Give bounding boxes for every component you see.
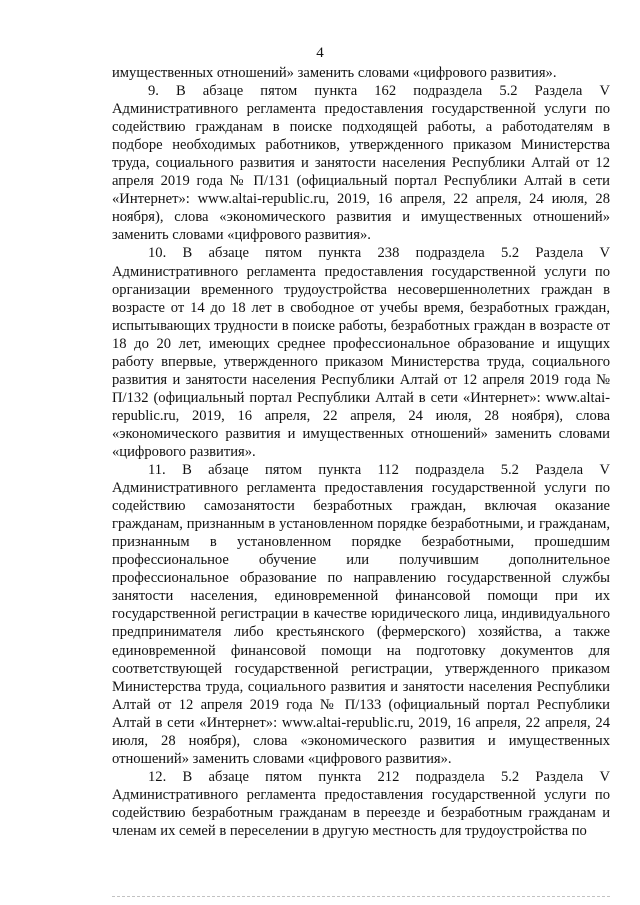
document-body (112, 64, 610, 840)
page-bottom-rule (112, 896, 610, 897)
paragraph-item-11: 11. В абзаце пятом пункта 112 подраздела 5.2 Раздела V Административного регламента предоставления государственной услуги по содействию самозанятости безработных граждан, включая оказание гражданам, признанным в установленном порядке безработными, и гражданам, признанным в установленном порядке безработными, прошедшим профессиональное обучение или получившим дополнительное профессиональное образование по направлению государственной службы занятости населения, единовременной финансовой помощи при их государственной регистрации в качестве юридического лица, индивидуального предпринимателя либо крестьянского (фермерского) хозяйства, а также единовременной финансовой помощи на подготовку документов для соответствующей государственной регистрации, утвержденного приказом Министерства труда, социального развития и занятости населения Республики Алтай от 12 апреля 2019 года № П/133 (официальный портал Республики Алтай в сети «Интернет»: www.altai-republic.ru, 2019, 16 апреля, 22 апреля, 24 июля, 28 ноября), слова «экономического развития и имущественных отношений» заменить словами «цифрового развития». (112, 462, 610, 767)
paragraph-continuation: имущественных отношений» заменить словами «цифрового развития». (112, 65, 557, 81)
paragraph-item-9: 9. В абзаце пятом пункта 162 подраздела 5.2 Раздела V Административного регламента предоставления государственной услуги по содействию гражданам в поиске подходящей работы, а работодателям в подборе необходимых работников, утвержденного приказом Министерства труда, социального развития и занятости населения Республики Алтай от 12 апреля 2019 года № П/131 (официальный портал Республики Алтай в сети «Интернет»: www.altai-republic.ru, 2019, 16 апреля, 22 апреля, 24 июля, 28 ноября), слова «экономического развития и имущественных отношений» заменить словами «цифрового развития». (112, 83, 610, 244)
paragraph-item-10: 10. В абзаце пятом пункта 238 подраздела 5.2 Раздела V Административного регламента предоставления государственной услуги по организации временного трудоустройства несовершеннолетних граждан в возрасте от 14 до 18 лет в свободное от учебы время, безработных граждан, испытывающих трудности в поиске работы, безработных граждан в возрасте от 18 до 20 лет, имеющих среднее профессиональное образование и ищущих работу впервые, утвержденного приказом Министерства труда, социального развития и занятости населения Республики Алтай от 12 апреля 2019 года № П/132 (официальный портал Республики Алтай в сети «Интернет»: www.altai-republic.ru, 2019, 16 апреля, 22 апреля, 24 июля, 28 ноября), слова «экономического развития и имущественных отношений» заменить словами «цифрового развития». (112, 245, 610, 460)
paragraph-item-12: 12. В абзаце пятом пункта 212 подраздела 5.2 Раздела V Административного регламента предоставления государственной услуги по содействию безработным гражданам в переезде и безработным гражданам и членам их семей в переселении в другую местность для трудоустройства по (112, 768, 610, 839)
page-number: 4 (316, 45, 324, 61)
